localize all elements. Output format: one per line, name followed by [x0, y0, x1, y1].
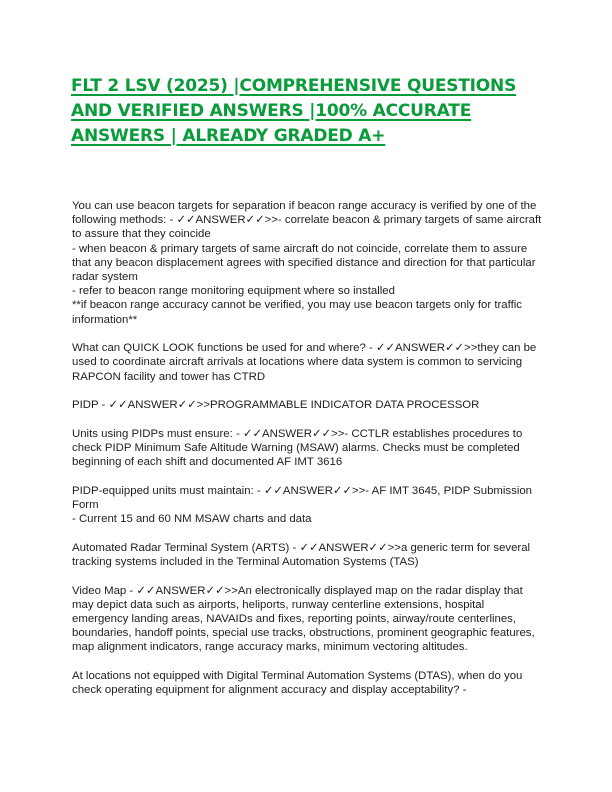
qa-list — [72, 199, 542, 712]
qa-line: PIDP-equipped units must maintain: - ✓✓ANSWER✓✓>>- AF IMT 3645, PIDP Submission Form — [72, 484, 533, 512]
qa-line: Automated Radar Terminal System (ARTS) - ✓✓ANSWER✓✓>>a generic term for several tracking systems included in the Terminal Automation Systems (TAS) — [72, 541, 531, 569]
document-title: FLT 2 LSV (2025) |COMPREHENSIVE QUESTIONS AND VERIFIED ANSWERS |100% ACCURATE ANSWERS | ALREADY GRADED A+ — [71, 76, 517, 146]
qa-item — [72, 427, 542, 470]
qa-item — [72, 484, 542, 527]
qa-line: - Current 15 and 60 NM MSAW charts and data — [72, 513, 312, 526]
qa-item — [72, 584, 542, 655]
qa-line: Video Map - ✓✓ANSWER✓✓>>An electronically displayed map on the radar display that may depict data such as airports, heliports, runway centerline extensions, hospital emergency landing areas, NAVAIDs and fixes, reporting points, airway/route centerlines, boundaries, handoff points, special use tracks, obstructions, prominent geographic features, map alignment indicators, range accuracy marks, minimum vectoring altitudes. — [72, 584, 535, 654]
qa-item — [72, 398, 542, 412]
qa-line: **if beacon range accuracy cannot be verified, you may use beacon targets only for traffic information** — [72, 299, 522, 326]
qa-line: At locations not equipped with Digital Terminal Automation Systems (DTAS), when do you check operating equipment for alignment accuracy and display acceptability? - — [72, 670, 523, 697]
qa-line: - when beacon & primary targets of same aircraft do not coincide, correlate them to assure that any beacon displacement agrees with specified distance and direction for that particular radar system — [72, 242, 536, 284]
qa-item — [72, 541, 542, 569]
qa-item — [72, 669, 542, 697]
qa-line: Units using PIDPs must ensure: - ✓✓ANSWER✓✓>>- CCTLR establishes procedures to check PIDP Minimum Safe Altitude Warning (MSAW) alarms. Checks must be completed beginning of each shift and documented AF IMT 3616 — [72, 427, 523, 469]
qa-line: PIDP - ✓✓ANSWER✓✓>>PROGRAMMABLE INDICATOR DATA PROCESSOR — [72, 399, 480, 412]
qa-line: What can QUICK LOOK functions be used for and where? - ✓✓ANSWER✓✓>>they can be used to coordinate aircraft arrivals at locations where data system is common to servicing RAPCON facility and tower has CTRD — [72, 342, 537, 383]
qa-line: - refer to beacon range monitoring equipment where so installed — [72, 285, 395, 298]
qa-item — [72, 341, 542, 384]
qa-line: You can use beacon targets for separation if beacon range accuracy is verified by one of the following methods: - ✓✓ANSWER✓✓>>- correlate beacon & primary targets of same aircraft to assure that they coincide — [72, 200, 542, 241]
qa-item — [72, 199, 542, 327]
